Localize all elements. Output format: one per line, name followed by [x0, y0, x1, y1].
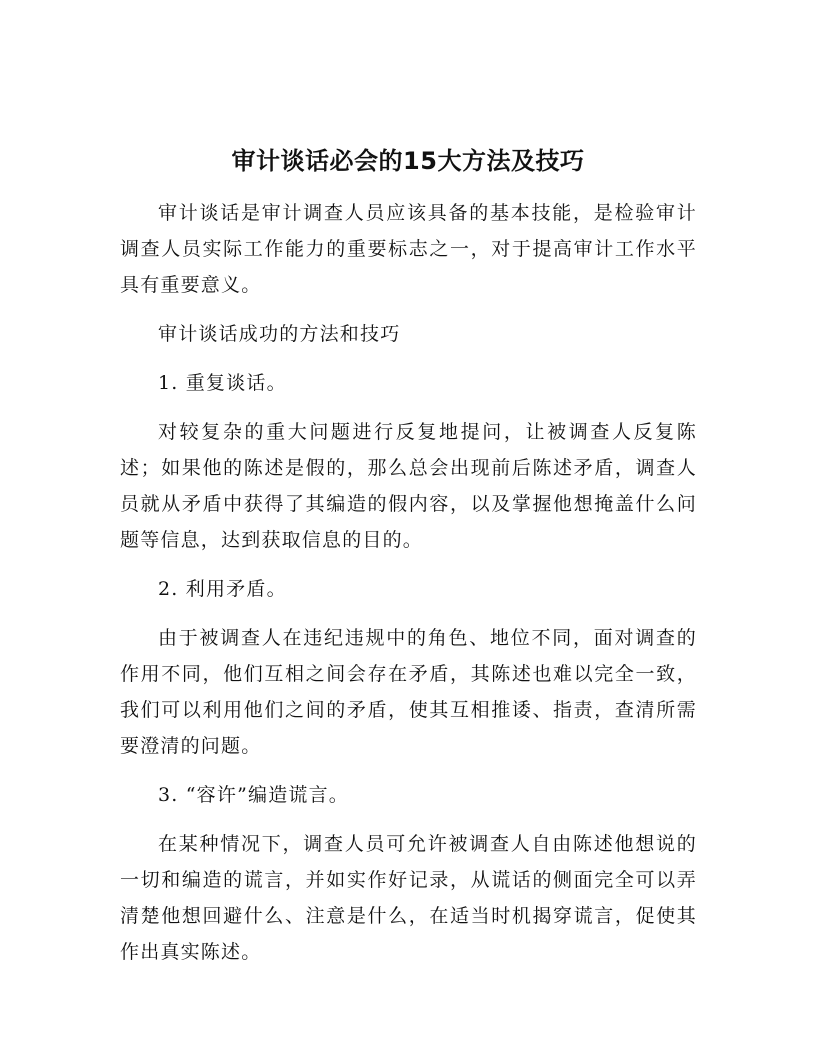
- method-1-paragraph: 对较复杂的重大问题进行反复地提问，让被调查人反复陈述；如果他的陈述是假的，那么总会出现前后陈述矛盾，调查人员就从矛盾中获得了其编造的假内容，以及掌握他想掩盖什么问题等信息，达到获取信息的目的。: [120, 421, 697, 551]
- document-title: 审计谈话必会的15大方法及技巧: [231, 147, 585, 175]
- document-body: [120, 195, 697, 983]
- method-3-paragraph: 在某种情况下，调查人员可允许被调查人自由陈述他想说的一切和编造的谎言，并如实作好记录，从谎话的侧面完全可以弄清楚他想回避什么、注意是什么，在适当时机揭穿谎言，促使其作出真实陈述。: [120, 833, 697, 963]
- method-3-heading: 3. “容许”编造谎言。: [158, 784, 349, 806]
- method-1-heading: 1. 重复谈话。: [158, 372, 287, 394]
- section-heading: 审计谈话成功的方法和技巧: [158, 323, 401, 345]
- method-2-paragraph: 由于被调查人在违纪违规中的角色、地位不同，面对调查的作用不同，他们互相之间会存在矛盾，其陈述也难以完全一致，我们可以利用他们之间的矛盾，使其互相推诿、指责，查清所需要澄清的问题。: [120, 627, 697, 757]
- method-2-heading: 2. 利用矛盾。: [158, 578, 287, 600]
- intro-paragraph: 审计谈话是审计调查人员应该具备的基本技能，是检验审计调查人员实际工作能力的重要标志之一，对于提高审计工作水平具有重要意义。: [120, 202, 697, 296]
